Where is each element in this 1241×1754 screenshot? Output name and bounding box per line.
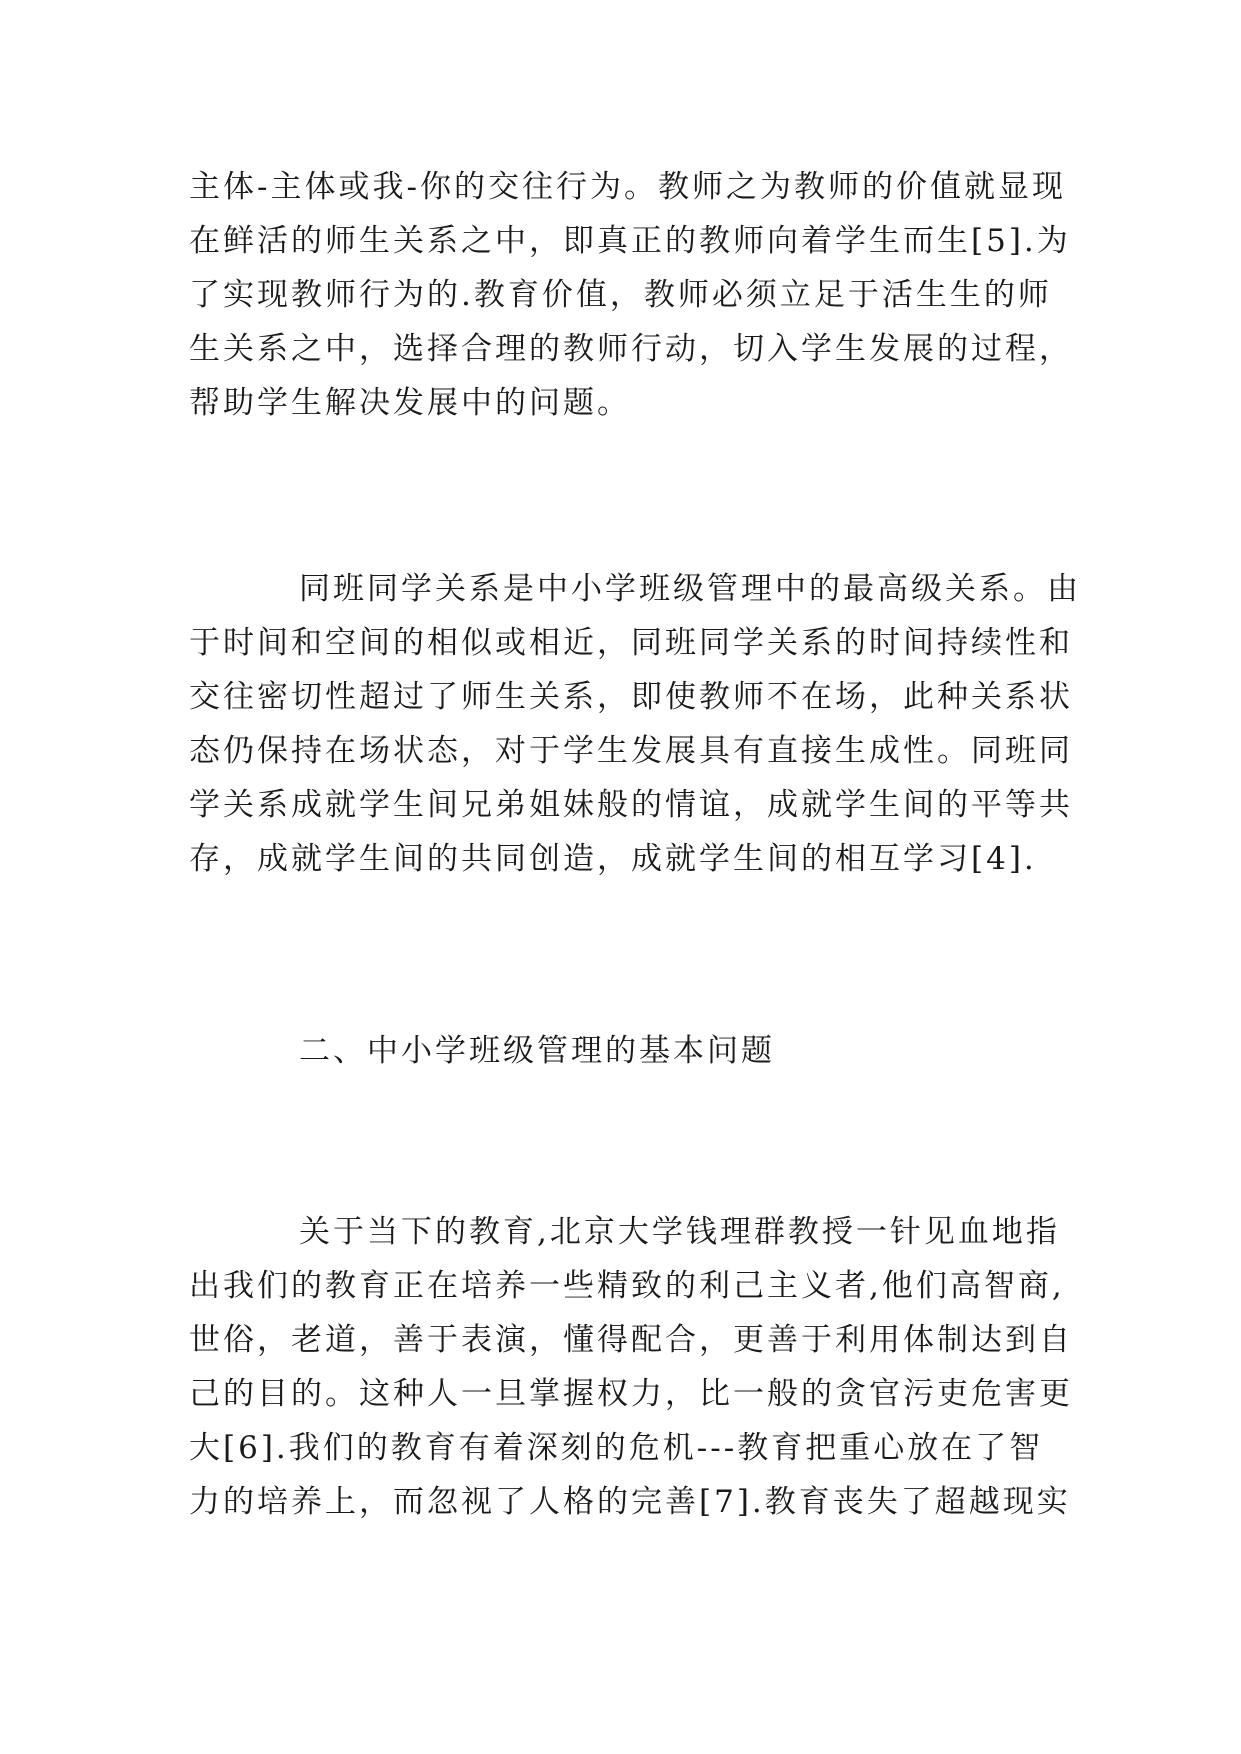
paragraph-line: 同班同学关系是中小学班级管理中的最高级关系。由	[299, 571, 1081, 607]
section-heading-text: 二、中小学班级管理的基本问题	[299, 1033, 775, 1069]
paragraph-line: 态仍保持在场状态，对于学生发展具有直接生成性。同班同	[189, 733, 1073, 769]
paragraph-line: 出我们的教育正在培养一些精致的利己主义者,他们高智商,	[189, 1268, 1065, 1304]
paragraph-line: 关于当下的教育,北京大学钱理群教授一针见血地指	[299, 1214, 1060, 1250]
paragraph-classmate-relation	[189, 562, 1081, 886]
paragraph-line: 主体-主体或我-你的交往行为。教师之为教师的价值就显现	[189, 169, 1066, 205]
section-heading	[189, 1024, 1069, 1078]
paragraph-line: 帮助学生解决发展中的问题。	[189, 385, 631, 421]
paragraph-line: 力的培养上，而忽视了人格的完善[7].教育丧失了超越现实	[189, 1484, 1071, 1520]
paragraph-line: 了实现教师行为的.教育价值，教师必须立足于活生生的师	[189, 277, 1052, 313]
paragraph-line: 于时间和空间的相似或相近，同班同学关系的时间持续性和	[189, 625, 1073, 661]
paragraph-line: 交往密切性超过了师生关系，即使教师不在场，此种关系状	[189, 679, 1073, 715]
paragraph-education-crisis	[189, 1205, 1073, 1529]
paragraph-teacher-student-relation	[189, 160, 1073, 430]
paragraph-line: 生关系之中，选择合理的教师行动，切入学生发展的过程，	[189, 331, 1073, 367]
paragraph-line: 存，成就学生间的共同创造，成就学生间的相互学习[4].	[189, 841, 1037, 877]
paragraph-line: 学关系成就学生间兄弟姐妹般的情谊，成就学生间的平等共	[189, 787, 1073, 823]
paragraph-line: 己的目的。这种人一旦掌握权力，比一般的贪官污吏危害更	[189, 1376, 1073, 1412]
paragraph-line: 在鲜活的师生关系之中，即真正的教师向着学生而生[5].为	[189, 223, 1071, 259]
paragraph-line: 大[6].我们的教育有着深刻的危机---教育把重心放在了智	[189, 1430, 1044, 1466]
paragraph-line: 世俗，老道，善于表演，懂得配合，更善于利用体制达到自	[189, 1322, 1073, 1358]
